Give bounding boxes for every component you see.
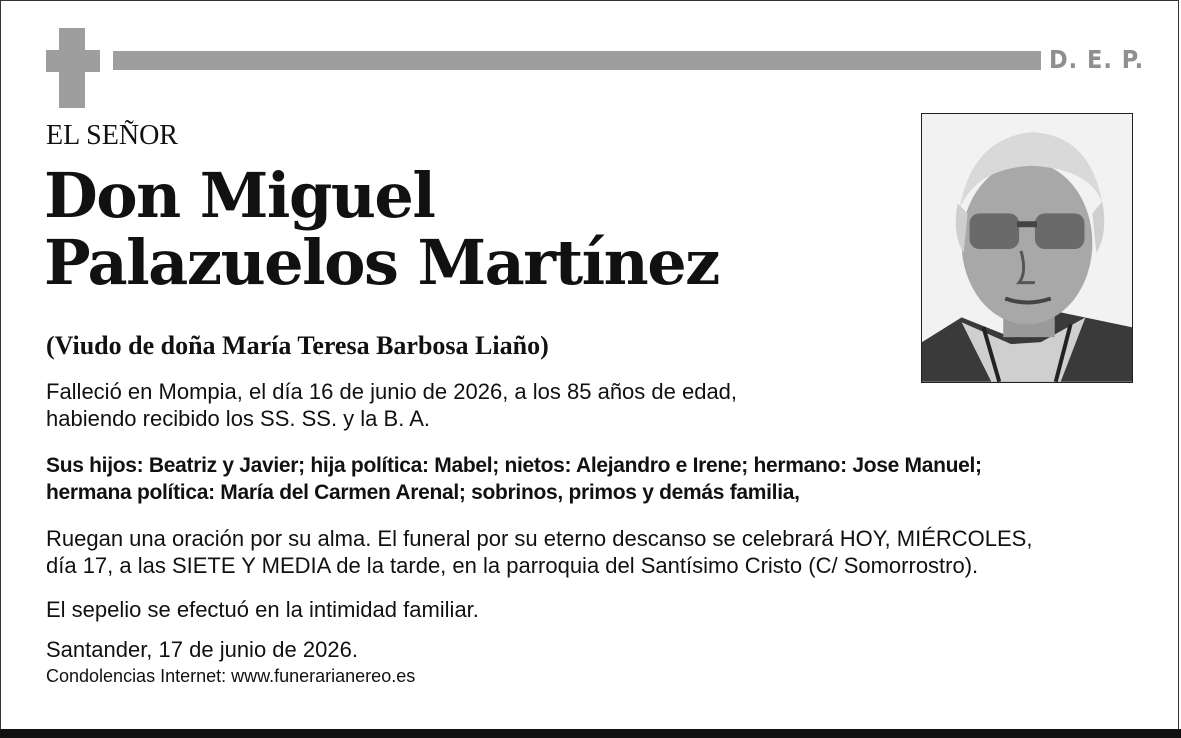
death-line-1: Falleció en Mompia, el día 16 de junio de 2026, a los 85 años de edad, (46, 379, 738, 404)
condolences-link[interactable]: Condolencias Internet: www.funerarianereo.es (46, 666, 416, 686)
funeral-line-1: Ruegan una oración por su alma. El funeral por su eterno descanso se celebrará HOY, MIÉRCOLES, (46, 526, 1033, 551)
cross-icon (46, 28, 100, 108)
burial-note: El sepelio se efectuó en la intimidad familiar. (46, 597, 479, 622)
name-line-1: Don Miguel (44, 159, 435, 232)
header-rule (113, 51, 1041, 70)
spouse-note: (Viudo de doña María Teresa Barbosa Liaño) (46, 331, 549, 360)
funeral-line-2: día 17, a las SIETE Y MEDIA de la tarde, en la parroquia del Santísimo Cristo (C/ Somorrostro). (46, 553, 979, 578)
death-line-2: habiendo recibido los SS. SS. y la B. A. (46, 406, 431, 431)
family-paragraph (46, 452, 982, 506)
name-line-2: Palazuelos Martínez (44, 226, 719, 299)
family-line-2: hermana política: María del Carmen Arenal; sobrinos, primos y demás familia, (46, 481, 800, 504)
salutation: EL SEÑOR (46, 120, 178, 151)
place-date: Santander, 17 de junio de 2026. (46, 637, 358, 662)
death-paragraph (46, 378, 737, 432)
deceased-name (44, 159, 719, 299)
dep-mark: D. E. P. (1049, 45, 1145, 74)
funeral-paragraph (46, 525, 1032, 579)
portrait-photo (921, 113, 1133, 383)
bottom-bar (0, 729, 1181, 738)
family-line-1: Sus hijos: Beatriz y Javier; hija política: Mabel; nietos: Alejandro e Irene; hermano: Jose Manuel; (46, 454, 982, 477)
